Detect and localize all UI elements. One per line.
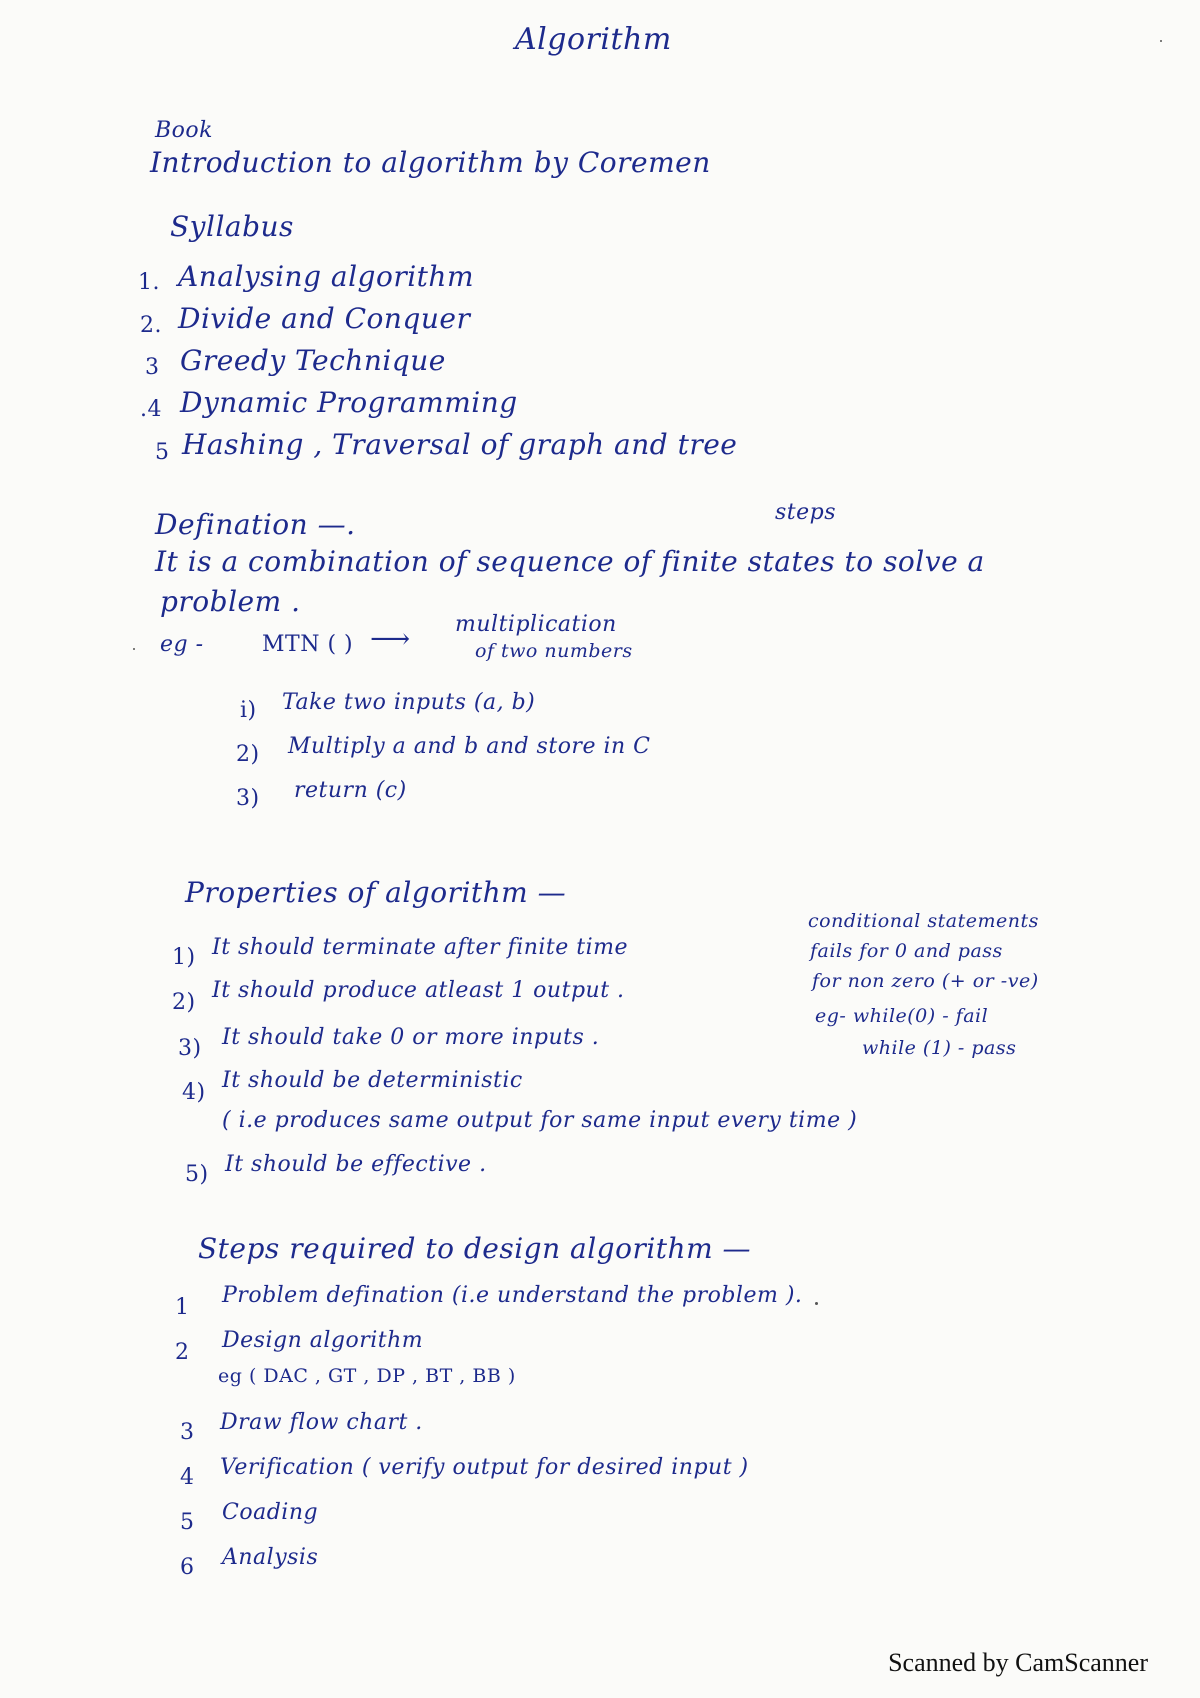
- list-item-number: 3: [180, 1420, 195, 1445]
- design-steps-heading: Steps required to design algorithm —: [198, 1232, 752, 1265]
- list-item-number: 1: [175, 1295, 190, 1320]
- side-note-line: for non zero (+ or -ve): [812, 970, 1039, 992]
- list-item-number: 4): [182, 1080, 206, 1105]
- list-item: Problem defination (i.e understand the problem ).: [222, 1283, 803, 1308]
- list-item: Take two inputs (a, b): [282, 690, 536, 715]
- list-item-number: 5): [185, 1162, 209, 1187]
- list-item: Greedy Technique: [180, 344, 446, 377]
- book-text: Introduction to algorithm by Coremen: [150, 146, 711, 179]
- list-item: Analysis: [222, 1545, 319, 1570]
- list-item-number: 6: [180, 1555, 195, 1580]
- list-item: Coading: [222, 1500, 319, 1525]
- side-note-line: eg- while(0) - fail: [815, 1005, 989, 1027]
- list-item: Design algorithm: [222, 1328, 424, 1353]
- list-item-number: 2: [175, 1340, 190, 1365]
- list-item: Dynamic Programming: [180, 386, 518, 419]
- list-item-number: 5: [155, 440, 170, 465]
- properties-heading: Properties of algorithm —: [185, 876, 567, 909]
- list-item: It should be effective .: [225, 1152, 487, 1177]
- list-item-number: 2.: [140, 313, 162, 338]
- list-item: It should terminate after finite time: [212, 935, 629, 960]
- list-item-number: 3): [236, 786, 260, 811]
- side-note-line: while (1) - pass: [862, 1037, 1017, 1059]
- definition-heading: Defination —.: [155, 508, 356, 541]
- list-item-number: 1): [172, 945, 196, 970]
- book-label: Book: [155, 118, 213, 143]
- list-item-number: i): [240, 698, 257, 723]
- list-item-number: 1.: [138, 270, 160, 295]
- list-item-number: 2): [236, 742, 260, 767]
- list-item: Divide and Conquer: [178, 302, 471, 335]
- syllabus-heading: Syllabus: [170, 210, 294, 243]
- list-item-number: 3): [178, 1036, 202, 1061]
- list-item: It should take 0 or more inputs .: [222, 1025, 600, 1050]
- page-title: Algorithm: [515, 22, 672, 57]
- scan-speck: [815, 1302, 818, 1305]
- list-item-number: 5: [180, 1510, 195, 1535]
- arrow-icon: ⟶: [370, 622, 411, 655]
- list-item: It should produce atleast 1 output .: [212, 978, 625, 1003]
- list-item-number: 4: [180, 1465, 195, 1490]
- list-item-number: .4: [140, 397, 162, 422]
- scan-speck: [133, 648, 135, 650]
- scan-speck: [1160, 40, 1162, 42]
- list-item-number: 2): [172, 990, 196, 1015]
- definition-line-2: problem .: [160, 585, 301, 618]
- list-item: Analysing algorithm: [178, 260, 475, 293]
- list-item: Draw flow chart .: [220, 1410, 423, 1435]
- list-item: It should be deterministic: [222, 1068, 523, 1093]
- side-note-line: conditional statements: [808, 910, 1039, 932]
- list-item: Multiply a and b and store in C: [288, 734, 651, 759]
- list-item: Verification ( verify output for desired input ): [220, 1455, 749, 1480]
- example-note: of two numbers: [475, 640, 633, 662]
- list-item: return (c): [294, 778, 407, 803]
- example-label: eg -: [160, 632, 204, 657]
- list-item-number: 3: [145, 355, 160, 380]
- definition-line-1: It is a combination of sequence of finite states to solve a: [155, 545, 985, 578]
- side-note-line: fails for 0 and pass: [810, 940, 1003, 962]
- example-note: multiplication: [455, 612, 617, 637]
- list-item: Hashing , Traversal of graph and tree: [182, 428, 738, 461]
- example-function: MTN ( ): [262, 632, 354, 657]
- definition-insert: steps: [775, 500, 837, 525]
- camscanner-watermark: Scanned by CamScanner: [888, 1648, 1148, 1677]
- list-item: eg ( DAC , GT , DP , BT , BB ): [218, 1365, 516, 1387]
- list-item: ( i.e produces same output for same input every time ): [222, 1108, 858, 1133]
